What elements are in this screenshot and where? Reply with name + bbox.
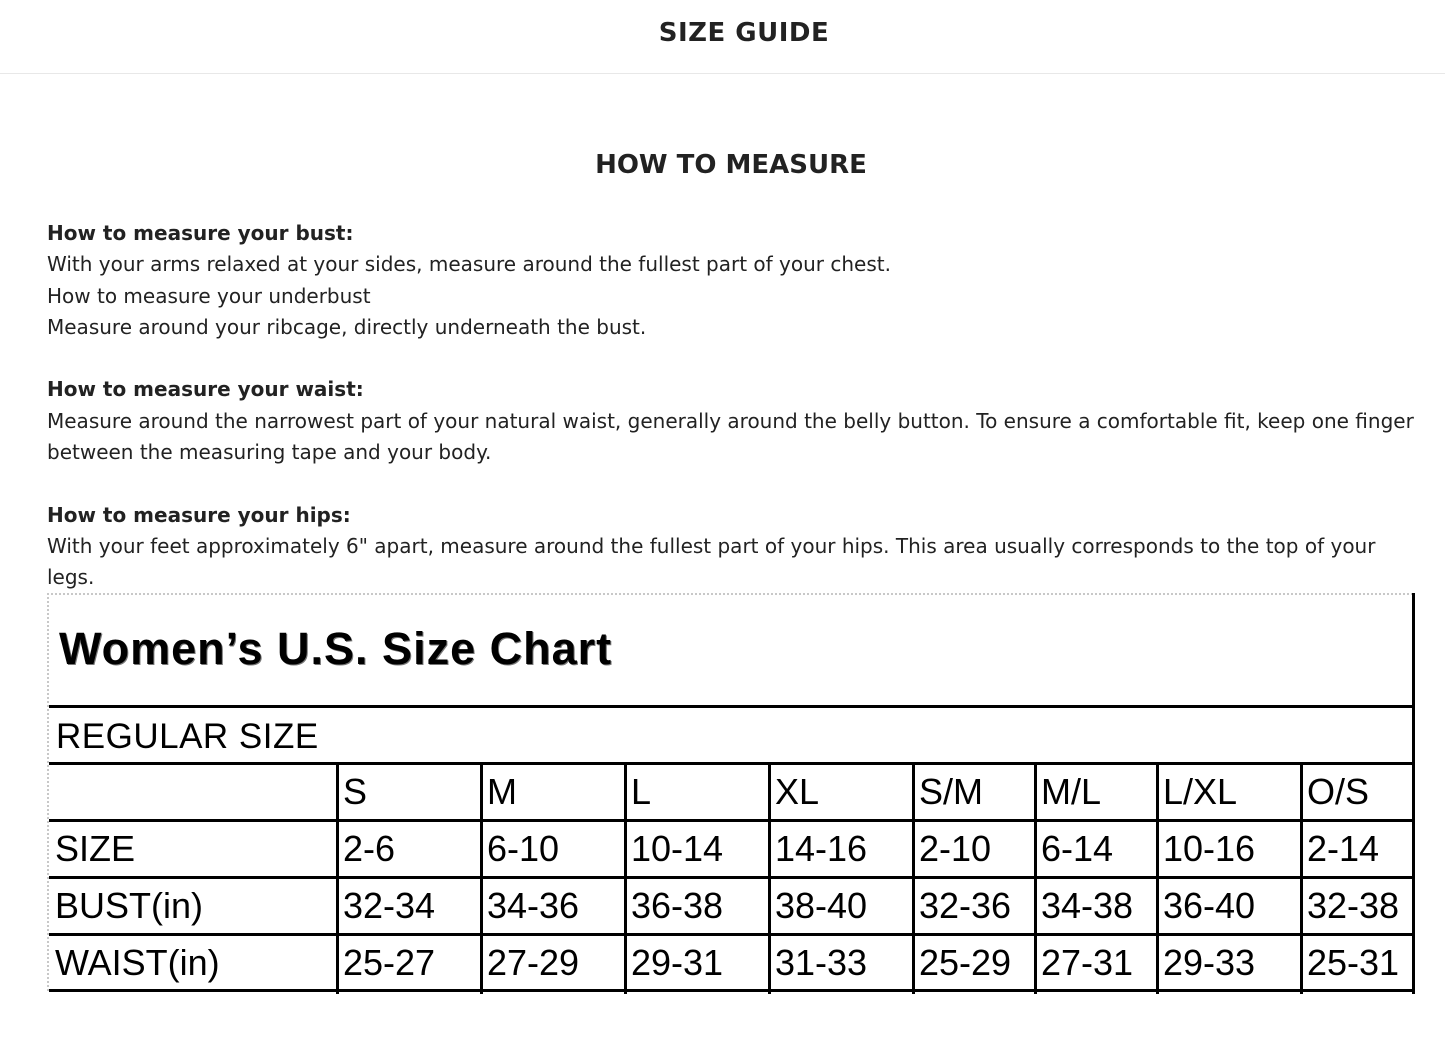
size-chart-row-label: BUST(in) [55, 885, 204, 926]
chart-divider [49, 705, 1415, 708]
hips-text: With your feet approximately 6" apart, measure around the fullest part of your hips. This area usually corresponds to the top of your legs. [47, 533, 1376, 590]
size-chart-cell: 38-40 [775, 885, 868, 926]
chart-divider [49, 819, 1415, 822]
chart-column-divider [912, 763, 915, 994]
chart-column-divider [1034, 763, 1037, 994]
size-chart-column-header: L [631, 771, 652, 812]
size-chart-cell: 31-33 [775, 942, 868, 983]
size-chart-cell: 32-38 [1307, 885, 1400, 926]
size-chart-row-label: WAIST(in) [55, 942, 220, 983]
size-chart-cell: 27-31 [1041, 942, 1134, 983]
size-chart-cell: 2-10 [919, 828, 992, 869]
chart-column-divider [1300, 763, 1303, 994]
size-chart-cell: 29-31 [631, 942, 724, 983]
size-chart-column-header: O/S [1307, 771, 1370, 812]
size-chart-column-header: M [487, 771, 517, 812]
size-chart-cell: 2-6 [343, 828, 396, 869]
size-chart-cell: 34-36 [487, 885, 580, 926]
size-chart-subtitle: REGULAR SIZE [56, 717, 319, 756]
underbust-text: Measure around your ribcage, directly underneath the bust. [47, 314, 647, 339]
chart-border-left [47, 593, 49, 991]
hips-heading: How to measure your hips: [47, 502, 351, 527]
chart-column-divider [624, 763, 627, 994]
bust-text: With your arms relaxed at your sides, measure around the fullest part of your chest. [47, 252, 891, 277]
chart-column-divider [1156, 763, 1159, 994]
size-chart-cell: 27-29 [487, 942, 580, 983]
size-chart-cell: 6-14 [1041, 828, 1114, 869]
size-chart-cell: 34-38 [1041, 885, 1134, 926]
size-chart-cell: 25-29 [919, 942, 1012, 983]
size-chart-title: Women’s U.S. Size Chart [59, 623, 613, 674]
waist-heading: How to measure your waist: [47, 377, 364, 402]
measure-instructions [47, 218, 1417, 594]
size-chart-cell: 36-38 [631, 885, 724, 926]
modal-title: SIZE GUIDE [658, 18, 830, 48]
waist-text: Measure around the narrowest part of your natural waist, generally around the belly button. To ensure a comfortable fit, keep one finger between the measuring tape and your body. [47, 408, 1414, 465]
size-chart-cell: 25-27 [343, 942, 436, 983]
size-chart-cell: 6-10 [487, 828, 560, 869]
size-chart-cell: 32-34 [343, 885, 436, 926]
chart-column-divider [480, 763, 483, 994]
chart-divider [49, 989, 1415, 992]
size-chart-column-header: S/M [919, 771, 984, 812]
chart-column-divider [768, 763, 771, 994]
size-chart-column-header: M/L [1041, 771, 1102, 812]
size-chart-column-header: XL [775, 771, 820, 812]
chart-divider [49, 876, 1415, 879]
chart-column-divider [336, 763, 339, 994]
section-title: HOW TO MEASURE [595, 150, 867, 180]
size-chart-row-label: SIZE [55, 828, 136, 869]
size-chart-cell: 25-31 [1307, 942, 1400, 983]
size-chart-column-header: L/XL [1163, 771, 1238, 812]
underbust-heading: How to measure your underbust [47, 283, 371, 308]
size-chart-cell: 32-36 [919, 885, 1012, 926]
modal-header [0, 0, 1445, 74]
size-chart-image [47, 593, 1415, 994]
size-chart-cell: 2-14 [1307, 828, 1380, 869]
size-chart-cell: 29-33 [1163, 942, 1256, 983]
chart-divider [49, 933, 1415, 936]
chart-border-top [47, 593, 1413, 595]
size-chart-cell: 36-40 [1163, 885, 1256, 926]
size-chart-column-header: S [343, 771, 368, 812]
size-chart-cell: 14-16 [775, 828, 868, 869]
size-chart-cell: 10-14 [631, 828, 724, 869]
size-chart-cell: 10-16 [1163, 828, 1256, 869]
bust-heading: How to measure your bust: [47, 221, 354, 245]
chart-divider [49, 762, 1415, 765]
